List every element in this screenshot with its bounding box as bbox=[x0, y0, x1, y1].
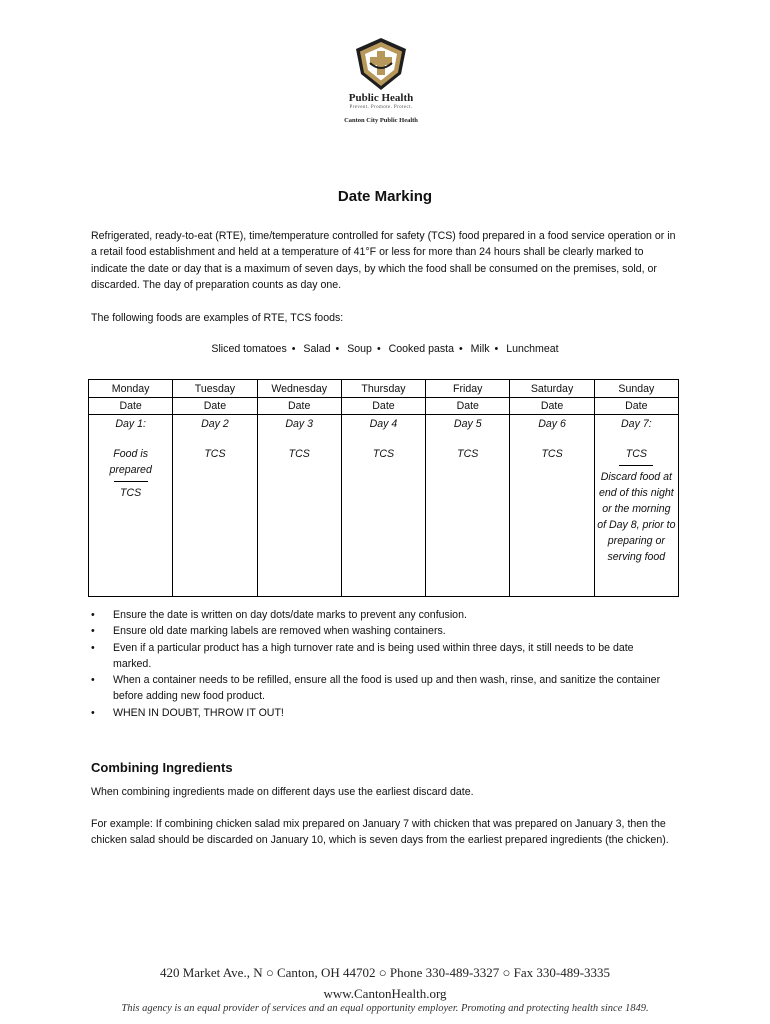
date-cell: Date bbox=[510, 398, 594, 415]
bullet-separator: • bbox=[494, 343, 499, 355]
date-cell: Date bbox=[257, 398, 341, 415]
note-divider bbox=[619, 465, 653, 466]
tcs-cell bbox=[341, 432, 425, 597]
tcs-cell bbox=[426, 432, 510, 597]
logo-tagline: Prevent. Promote. Protect. bbox=[349, 105, 413, 110]
tcs-label: TCS bbox=[457, 448, 479, 460]
tcs-cell bbox=[173, 432, 257, 597]
day-number: Day 3 bbox=[257, 415, 341, 433]
combining-heading: Combining Ingredients bbox=[91, 760, 233, 775]
public-health-shield-icon bbox=[353, 36, 409, 92]
logo-name: Public Health bbox=[348, 92, 414, 104]
sunday-note-cell bbox=[594, 432, 678, 597]
monday-note-cell bbox=[89, 432, 173, 597]
table-row-days bbox=[89, 380, 679, 398]
tips-list bbox=[91, 607, 671, 721]
tcs-label: TCS bbox=[204, 448, 226, 460]
list-item: • When a container needs to be refilled, ensure all the food is used up and then wash, rinse, and sanitize the container before adding new food product. bbox=[91, 672, 671, 705]
footer-address: 420 Market Ave., N ○ Canton, OH 44702 ○ Phone 330-489-3327 ○ Fax 330-489-3335 bbox=[159, 965, 611, 980]
bullet-separator: • bbox=[335, 343, 340, 355]
day-number: Day 7: bbox=[594, 415, 678, 433]
food-item: Soup bbox=[347, 343, 372, 355]
day-header: Friday bbox=[426, 380, 510, 398]
day-number: Day 6 bbox=[510, 415, 594, 433]
org-name: Canton City Public Health bbox=[344, 117, 418, 124]
discard-note: Discard food at end of this night or the morning of Day 8, prior to preparing or serving food bbox=[597, 471, 676, 563]
day-header: Monday bbox=[89, 380, 173, 398]
prepared-note: Food is prepared bbox=[109, 448, 152, 476]
day-header: Saturday bbox=[510, 380, 594, 398]
food-item: Lunchmeat bbox=[506, 343, 559, 355]
table-row-notes bbox=[89, 432, 679, 597]
bullet-separator: • bbox=[459, 343, 463, 355]
date-cell: Date bbox=[594, 398, 678, 415]
food-examples bbox=[0, 343, 770, 355]
tcs-label: TCS bbox=[541, 448, 563, 460]
date-cell: Date bbox=[173, 398, 257, 415]
tcs-cell bbox=[510, 432, 594, 597]
bullet-separator: • bbox=[376, 343, 381, 355]
day-header: Thursday bbox=[341, 380, 425, 398]
table-row-date bbox=[89, 398, 679, 415]
tcs-label: TCS bbox=[372, 448, 395, 460]
date-cell: Date bbox=[341, 398, 425, 415]
examples-intro: The following foods are examples of RTE, TCS foods: bbox=[91, 312, 344, 324]
date-cell: Date bbox=[426, 398, 510, 415]
list-item: • Ensure the date is written on day dots/date marks to prevent any confusion. bbox=[91, 607, 671, 623]
day-header: Wednesday bbox=[257, 380, 341, 398]
list-item: • Ensure old date marking labels are removed when washing containers. bbox=[91, 623, 671, 639]
day-number: Day 2 bbox=[173, 415, 257, 433]
tcs-label: TCS bbox=[288, 448, 310, 460]
tcs-label: TCS bbox=[625, 448, 647, 460]
date-cell: Date bbox=[89, 398, 173, 415]
day-number: Day 5 bbox=[426, 415, 510, 433]
tcs-cell bbox=[257, 432, 341, 597]
day-header: Tuesday bbox=[173, 380, 257, 398]
footer-website: www.CantonHealth.org bbox=[323, 986, 447, 1001]
page-title: Date Marking bbox=[337, 188, 433, 205]
combining-paragraph: When combining ingredients made on different days use the earliest discard date. bbox=[91, 786, 474, 798]
intro-paragraph: Refrigerated, ready-to-eat (RTE), time/temperature controlled for safety (TCS) food prepared in a food service operation or in a retail food establishment and held at a temperature of 41°F or less for more than 24 hours shall be clearly marked to indicate the date or day that is a maximum of seven days, by which the food shall be consumed on the premises, sold, or discarded. The day of preparation counts as day one. bbox=[91, 230, 676, 291]
bullet-separator: • bbox=[291, 343, 296, 355]
food-item: Salad bbox=[303, 343, 331, 355]
note-divider bbox=[114, 481, 148, 482]
table-row-day-number bbox=[89, 415, 679, 433]
day-number: Day 4 bbox=[341, 415, 425, 433]
date-marking-table bbox=[88, 379, 679, 597]
food-item: Milk bbox=[470, 343, 490, 355]
example-paragraph: For example: If combining chicken salad mix prepared on January 7 with chicken that was prepared on January 3, then the chicken salad should be discarded on January 10, which is seven days from the earliest prepared ingredients (the chicken). bbox=[91, 818, 669, 847]
food-item: Sliced tomatoes bbox=[211, 343, 287, 355]
list-item: • WHEN IN DOUBT, THROW IT OUT! bbox=[91, 705, 671, 721]
list-item: • Even if a particular product has a high turnover rate and is being used within three days, it still needs to be date marked. bbox=[91, 640, 671, 673]
day-number: Day 1: bbox=[89, 415, 173, 433]
food-item: Cooked pasta bbox=[388, 343, 454, 355]
tcs-label: TCS bbox=[120, 487, 142, 499]
day-header: Sunday bbox=[594, 380, 678, 398]
footer-note: This agency is an equal provider of services and an equal opportunity employer. Promoting and protecting health since 1849. bbox=[121, 1003, 649, 1014]
